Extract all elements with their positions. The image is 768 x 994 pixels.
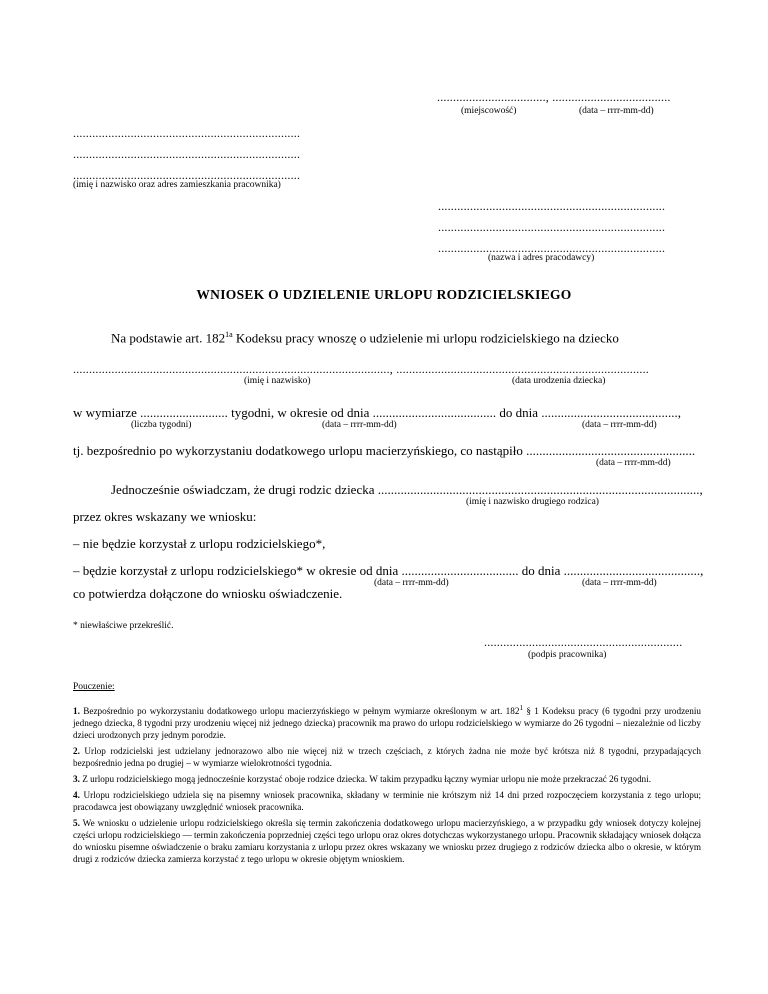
note-item-3 bbox=[73, 773, 701, 785]
note-item-1 bbox=[73, 702, 701, 741]
note-item-5 bbox=[73, 817, 701, 865]
signature-label: (podpis pracownika) bbox=[528, 650, 607, 660]
employer-line-1[interactable]: ....................................................................... bbox=[438, 199, 666, 213]
employee-line-2[interactable]: ....................................................................... bbox=[73, 147, 301, 161]
note-text: § 1 Kodeksu pracy (6 tygodni przy urodzeniu jednego dziecka, 8 tygodni przy urodzeniu więcej niż jednego dziecka) pracownik ma prawo do urlopu rodzicielskiego w wymiarze do 26 tygodni – niezależnie od liczby dzieci urodzonych przy jednym porodzie. bbox=[73, 706, 701, 741]
note-item-4 bbox=[73, 789, 701, 813]
note-superscript: 1 bbox=[519, 704, 523, 712]
declaration-line[interactable]: Jednocześnie oświadczam, że drugi rodzic dziecka ..................................................................................................., bbox=[111, 482, 703, 497]
child-birth-label: (data urodzenia dziecka) bbox=[512, 376, 606, 386]
employer-label: (nazwa i adres pracodawcy) bbox=[488, 253, 595, 263]
notes-heading: Pouczenie: bbox=[73, 682, 115, 692]
signature-field[interactable]: .............................................................. bbox=[484, 635, 683, 649]
note-text: Urlop rodzicielski jest udzielany jednorazowo albo nie więcej niż w trzech częściach, z których żadna nie może być krótsza niż 8 tygodni, przypadających bezpośrednio jedna po drugiej – w wymiarze wielokrotności tygodnia. bbox=[73, 746, 701, 769]
from-date-label: (data – rrrr-mm-dd) bbox=[322, 420, 397, 430]
note-item-2 bbox=[73, 745, 701, 769]
option-using[interactable]: – będzie korzystał z urlopu rodzicielskiego* w okresie od dnia .................................... do dnia .........................................., bbox=[73, 563, 704, 578]
footnote: * niewłaściwe przekreślić. bbox=[73, 621, 174, 631]
note-number: 1. bbox=[73, 706, 80, 717]
option-from-label: (data – rrrr-mm-dd) bbox=[374, 578, 449, 588]
to-date-label: (data – rrrr-mm-dd) bbox=[582, 420, 657, 430]
employer-line-2[interactable]: ....................................................................... bbox=[438, 220, 666, 234]
confirmation-text: co potwierdza dołączone do wniosku oświadczenie. bbox=[73, 586, 343, 601]
option-to-label: (data – rrrr-mm-dd) bbox=[582, 578, 657, 588]
employee-line-1[interactable]: ....................................................................... bbox=[73, 126, 301, 140]
date-label: (data – rrrr-mm-dd) bbox=[579, 106, 654, 116]
note-number: 4. bbox=[73, 790, 80, 801]
employee-line-3[interactable]: ....................................................................... bbox=[73, 168, 301, 182]
note-text: Urlopu rodzicielskiego udziela się na pisemny wniosek pracownika, składany w terminie nie krótszym niż 14 dni przed rozpoczęciem korzystania z tego urlopu; pracodawca jest obowiązany uwzględnić wniosek pracownika. bbox=[73, 790, 701, 813]
document-title: WNIOSEK O UDZIELENIE URLOPU RODZICIELSKIEGO bbox=[196, 287, 572, 302]
request-intro bbox=[111, 330, 619, 346]
note-number: 2. bbox=[73, 746, 80, 757]
duration-line[interactable]: w wymiarze ........................... tygodni, w okresie od dnia ...................................... do dnia .........................................., bbox=[73, 405, 682, 420]
request-intro-text-a: Na podstawie art. 182 bbox=[111, 330, 226, 346]
after-date-label: (data – rrrr-mm-dd) bbox=[596, 458, 671, 468]
place-date-field[interactable]: .................................., ..................................... bbox=[437, 90, 671, 104]
child-field[interactable]: ..................................................................................................., ............................................................................... bbox=[73, 362, 649, 376]
declaration-period-text: przez okres wskazany we wniosku: bbox=[73, 509, 257, 524]
place-label: (miejscowość) bbox=[461, 106, 517, 116]
note-text: We wniosku o udzielenie urlopu rodzicielskiego określa się termin zakończenia dodatkowego urlopu macierzyńskiego, a w przypadku gdy wniosek dotyczy kolejnej części urlopu rodzicielskiego — termin zakończenia poprzedniej części tego urlopu oraz okres dotychczas wykorzystanego urlopu. Pracownik składający wniosek dołącza do wniosku pisemne oświadczenie o braku zamiaru korzystania z urlopu przez okres wskazany we wniosku przez drugiego z rodziców dziecka albo o okresie, w którym drugi z rodziców dziecka zamierza korzystać z tego urlopu w okresie objętym wnioskiem. bbox=[73, 818, 701, 865]
note-number: 5. bbox=[73, 818, 80, 829]
note-number: 3. bbox=[73, 774, 80, 785]
weeks-label: (liczba tygodni) bbox=[131, 420, 192, 430]
after-maternity-line[interactable]: tj. bezpośrednio po wykorzystaniu dodatkowego urlopu macierzyńskiego, co nastąpiło .................................................... bbox=[73, 443, 696, 458]
other-parent-label: (imię i nazwisko drugiego rodzica) bbox=[466, 497, 599, 507]
article-superscript: 1a bbox=[225, 330, 233, 339]
employer-line-3[interactable]: ....................................................................... bbox=[438, 241, 666, 255]
child-name-label: (imię i nazwisko) bbox=[244, 376, 311, 386]
employee-label: (imię i nazwisko oraz adres zamieszkania pracownika) bbox=[73, 180, 281, 190]
option-not-using[interactable]: – nie będzie korzystał z urlopu rodzicielskiego*, bbox=[73, 536, 326, 551]
note-text: Z urlopu rodzicielskiego mogą jednocześnie korzystać oboje rodzice dziecka. W takim przypadku łączny wymiar urlopu nie może przekraczać 26 tygodni. bbox=[79, 774, 652, 785]
note-text: Bezpośrednio po wykorzystaniu dodatkowego urlopu macierzyńskiego w pełnym wymiarze określonym w art. 182 bbox=[79, 706, 520, 717]
request-intro-text-b: Kodeksu pracy wnoszę o udzielenie mi urlopu rodzicielskiego na dziecko bbox=[232, 330, 619, 346]
notes-list bbox=[73, 702, 701, 869]
